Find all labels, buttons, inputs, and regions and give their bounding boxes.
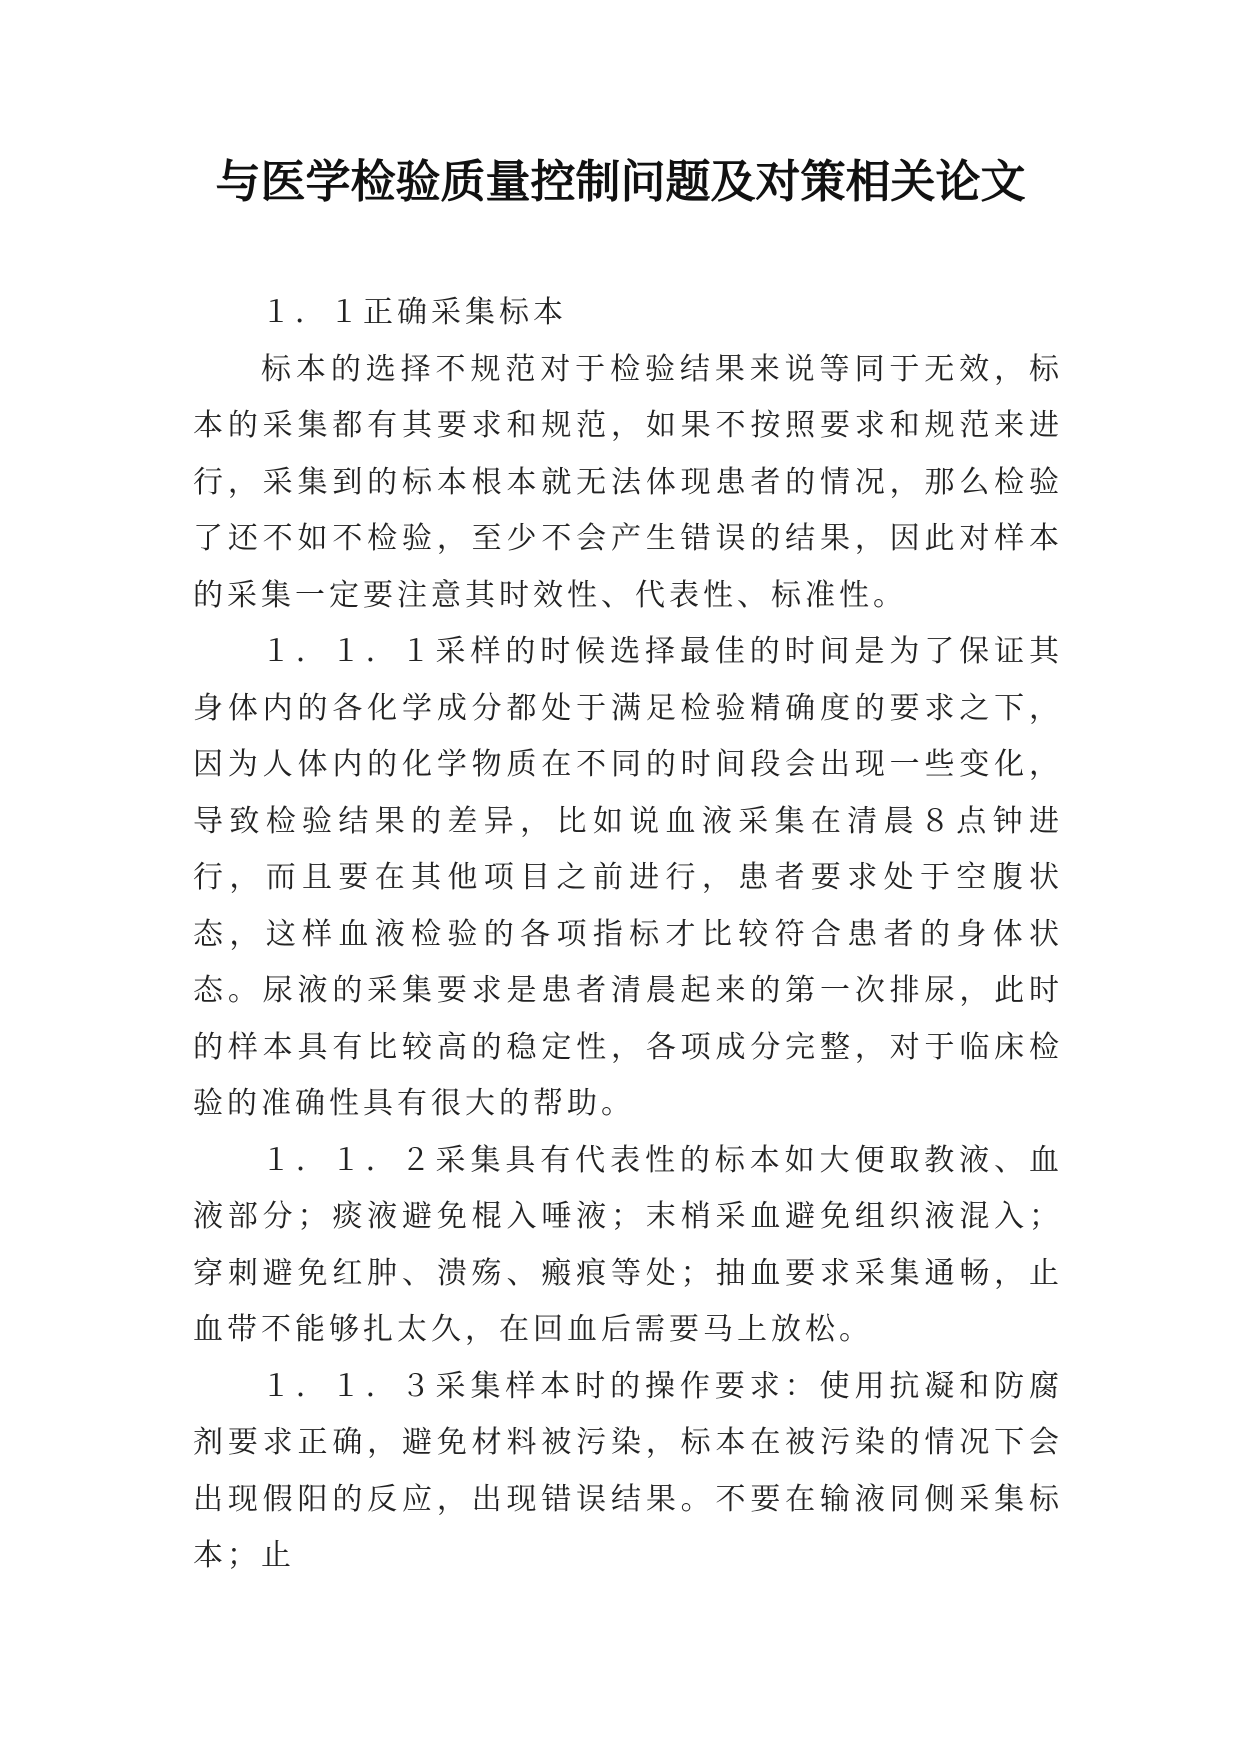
document-title: 与医学检验质量控制问题及对策相关论文 xyxy=(215,155,1026,208)
paragraph-1-1-3-operation-requirements: １．１．３采集样本时的操作要求：使用抗凝和防腐剂要求正确，避免材料被污染，标本在被污染的情况下会出现假阳的反应，出现错误结果。不要在输液同侧采集标本；止 xyxy=(193,1368,1063,1573)
paragraph-sampling-standards: 标本的选择不规范对于检验结果来说等同于无效，标本的采集都有其要求和规范，如果不按照要求和规范来进行，采集到的标本根本就无法体现患者的情况，那么检验了还不如不检验，至少不会产生错误的结果，因此对样本的采集一定要注意其时效性、代表性、标准性。 xyxy=(193,351,1063,613)
document-body xyxy=(193,285,1063,1585)
paragraph-1-1-2-representative-sample: １．１．２采集具有代表性的标本如大便取教液、血液部分；痰液避免棍入唾液；末梢采血避免组织液混入；穿刺避免红肿、溃殇、瘢痕等处；抽血要求采集通畅，止血带不能够扎太久，在回血后需要马上放松。 xyxy=(193,1142,1063,1347)
section-heading-1-1: １．１正确采集标本 xyxy=(261,295,567,330)
paragraph-1-1-1-sampling-time: １．１．１采样的时候选择最佳的时间是为了保证其身体内的各化学成分都处于满足检验精确度的要求之下，因为人体内的化学物质在不同的时间段会出现一些变化，导致检验结果的差异，比如说血液采集在清晨８点钟进行，而且要在其他项目之前进行，患者要求处于空腹状态，这样血液检验的各项指标才比较符合患者的身体状态。尿液的采集要求是患者清晨起来的第一次排尿，此时的样本具有比较高的稳定性，各项成分完整，对于临床检验的准确性具有很大的帮助。 xyxy=(193,634,1063,1121)
